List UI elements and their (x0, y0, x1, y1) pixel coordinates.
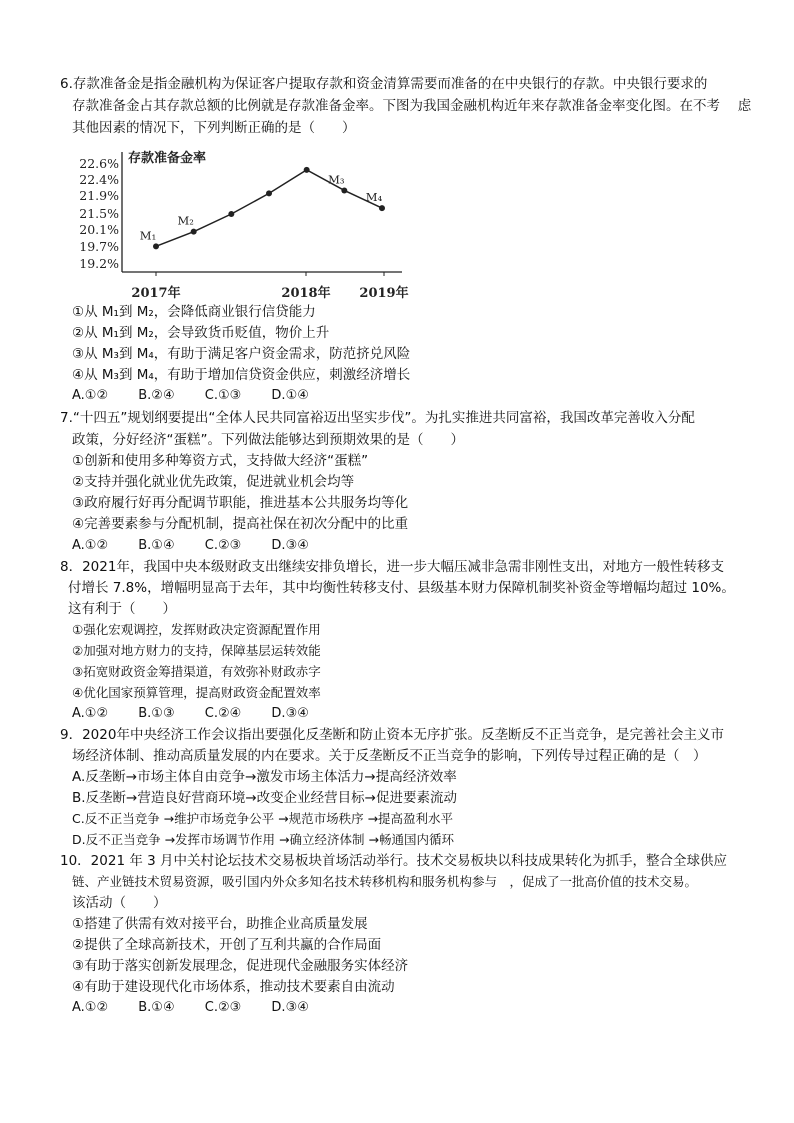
data-point (191, 229, 197, 235)
q10-stem-line-2: 链、产业链技术贸易资源，吸引国内外众多知名技术转移机构和服务机构参与 ，促成了一批高价值的技术交易。 (72, 874, 698, 889)
q8-stem-line-1: 8．2021年，我国中央本级财政支出继续安排负增长，进一步大幅压减非急需非刚性支出，对地方一般性转移支 (60, 559, 724, 575)
q7-stem-line-2: 政策，分好经济“蛋糕”。下列做法能够达到预期效果的是（ ） (72, 432, 464, 448)
q6-stem-line-3: 其他因素的情况下，下列判断正确的是（ ） (72, 120, 356, 136)
x-tick-label: 2018年 (281, 286, 331, 301)
q10-option-c[interactable]: C.②③ (204, 1000, 242, 1015)
q10-stem-line-1: 10．2021 年 3 月中关村论坛技术交易板块首场活动举行。技术交易板块以科技成果转化为抓手，整合全球供应 (60, 853, 727, 869)
q9-choice-a: A.反垄断→市场主体自由竞争→激发市场主体活力→提高经济效率 (72, 769, 457, 785)
point-label: M₄ (365, 190, 383, 205)
q7-option-a[interactable]: A.①② (72, 538, 109, 553)
y-tick-label: 20.1% (79, 222, 119, 237)
q6-stem-line-1: 6.存款准备金是指金融机构为保证客户提取存款和资金清算需要而准备的在中央银行的存款。中央银行要求的 (60, 76, 708, 92)
q8-stem-line-3: 这有利于（ ） (68, 601, 176, 617)
reserve-ratio-chart (72, 148, 432, 304)
q10-choice-3: ③有助于落实创新发展理念，促进现代金融服务实体经济 (72, 958, 409, 974)
q6-stem-line-2: 存款准备金占其存款总额的比例就是存款准备金率。下图为我国金融机构近年来存款准备金率变化图。在不考 虑 (72, 98, 752, 114)
q6-options (72, 386, 335, 406)
q8-option-d[interactable]: D.③④ (271, 706, 309, 721)
y-tick-label: 21.9% (79, 188, 119, 203)
x-tick-label: 2019年 (359, 286, 409, 301)
point-label: M₃ (328, 172, 345, 187)
q8-choice-3: ③拓宽财政资金筹措渠道，有效弥补财政赤字 (72, 664, 321, 679)
q8-choice-2: ②加强对地方财力的支持，保障基层运转效能 (72, 643, 321, 658)
q7-options (72, 536, 335, 556)
point-label: M₂ (177, 213, 194, 228)
q6-choice-2: ②从 M₁到 M₂，会导致货币贬值，物价上升 (72, 325, 330, 341)
q7-choice-1: ①创新和使用多种筹资方式，支持做大经济“蛋糕” (72, 453, 369, 469)
q7-stem-line-1: 7.“十四五”规划纲要提出“全体人民共同富裕迈出坚实步伐”。为扎实推进共同富裕，我国改革完善收入分配 (60, 410, 695, 426)
data-point (153, 243, 159, 249)
q6-option-d[interactable]: D.①④ (271, 388, 309, 403)
q10-option-b[interactable]: B.①④ (138, 1000, 175, 1015)
q7-choice-2: ②支持并强化就业优先政策，促进就业机会均等 (72, 474, 355, 490)
data-point (228, 211, 234, 217)
q9-stem-line-2: 场经济体制、推动高质量发展的内在要求。关于反垄断反不正当竞争的影响，下列传导过程正确的是（ ） (72, 748, 707, 764)
y-tick-label: 21.5% (79, 206, 119, 221)
q7-option-c[interactable]: C.②③ (204, 538, 242, 553)
q10-choice-1: ①搭建了供需有效对接平台，助推企业高质量发展 (72, 916, 368, 932)
q9-choice-b: B.反垄断→营造良好营商环境→改变企业经营目标→促进要素流动 (72, 790, 457, 806)
q10-option-d[interactable]: D.③④ (271, 1000, 309, 1015)
x-tick-label: 2017年 (131, 286, 181, 301)
y-tick-label: 22.4% (79, 172, 119, 187)
q8-options (72, 704, 335, 724)
q10-stem-line-3: 该活动（ ） (72, 895, 167, 911)
q9-stem-line-1: 9．2020年中央经济工作会议指出要强化反垄断和防止资本无序扩张。反垄断反不正当竞争，是完善社会主义市 (60, 727, 724, 743)
q10-options (72, 998, 335, 1018)
q6-choice-4: ④从 M₃到 M₄，有助于增加信贷资金供应，刺激经济增长 (72, 367, 411, 383)
q10-choice-2: ②提供了全球高新技术，开创了互利共赢的合作局面 (72, 937, 382, 953)
q8-option-a[interactable]: A.①② (72, 706, 109, 721)
y-tick-label: 19.7% (79, 239, 119, 254)
point-label: M₁ (139, 228, 157, 243)
q7-option-d[interactable]: D.③④ (271, 538, 309, 553)
data-point (304, 167, 310, 173)
q6-choice-3: ③从 M₃到 M₄，有助于满足客户资金需求，防范挤兑风险 (72, 346, 411, 362)
data-point (266, 190, 272, 196)
q9-choice-d: D.反不正当竞争 →发挥市场调节作用 →确立经济体制 →畅通国内循环 (72, 832, 454, 847)
q7-choice-3: ③政府履行好再分配调节职能，推进基本公共服务均等化 (72, 495, 409, 511)
q8-option-c[interactable]: C.②④ (204, 706, 242, 721)
y-tick-label: 22.6% (79, 156, 119, 171)
q6-choice-1: ①从 M₁到 M₂，会降低商业银行信贷能力 (72, 304, 316, 320)
q10-choice-4: ④有助于建设现代化市场体系，推动技术要素自由流动 (72, 979, 395, 995)
q6-option-b[interactable]: B.②④ (138, 388, 175, 403)
q7-option-b[interactable]: B.①④ (138, 538, 175, 553)
q10-option-a[interactable]: A.①② (72, 1000, 109, 1015)
data-point (341, 187, 347, 193)
q6-option-c[interactable]: C.①③ (204, 388, 242, 403)
q8-choice-1: ①强化宏观调控，发挥财政决定资源配置作用 (72, 622, 321, 637)
q6-option-a[interactable]: A.①② (72, 388, 109, 403)
y-tick-label: 19.2% (79, 256, 119, 271)
data-point (379, 205, 385, 211)
series-line (156, 170, 382, 246)
q9-choice-c: C.反不正当竞争 →维护市场竞争公平 →规范市场秩序 →提高盈利水平 (72, 811, 454, 826)
q8-option-b[interactable]: B.①③ (138, 706, 175, 721)
q8-stem-line-2: 付增长 7.8%，增幅明显高于去年，其中均衡性转移支付、县级基本财力保障机制奖补资金等增幅均超过 10%。 (68, 580, 735, 596)
chart-canvas (72, 148, 432, 304)
q7-choice-4: ④完善要素参与分配机制，提高社保在初次分配中的比重 (72, 516, 409, 532)
q8-choice-4: ④优化国家预算管理，提高财政资金配置效率 (72, 685, 321, 700)
chart-title: 存款准备金率 (128, 151, 207, 166)
